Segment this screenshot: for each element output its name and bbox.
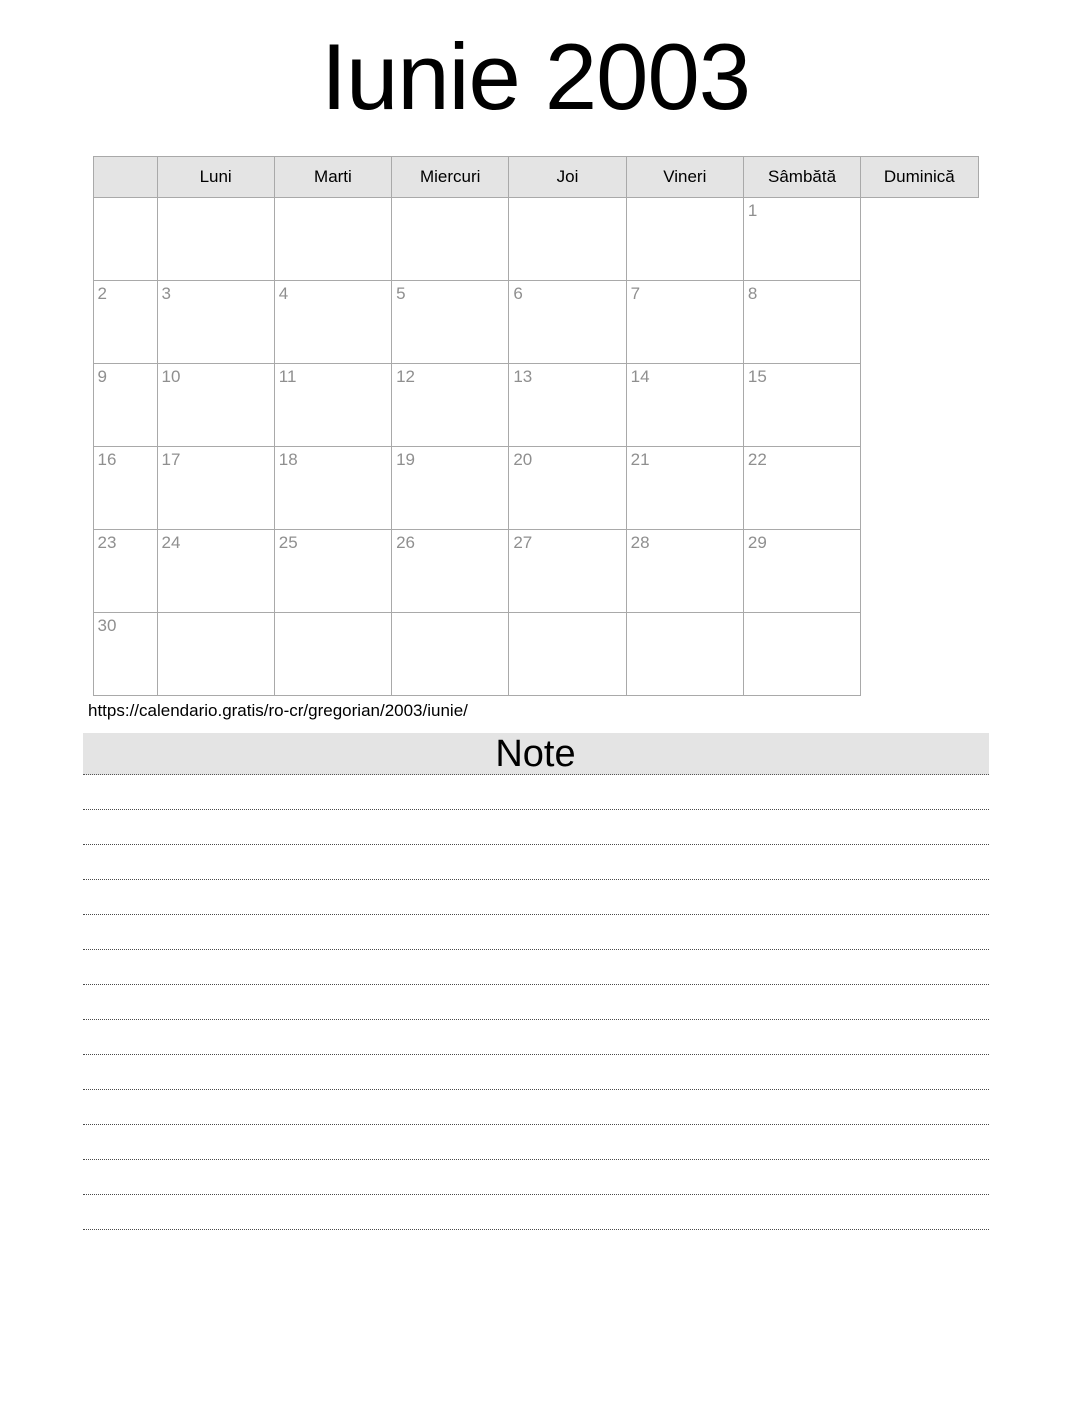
note-line bbox=[83, 1195, 989, 1230]
day-header-sunday: Duminică bbox=[861, 156, 978, 197]
day-cell: 26 bbox=[392, 529, 509, 612]
week-row bbox=[93, 529, 978, 612]
day-cell bbox=[509, 612, 626, 695]
day-cell: 27 bbox=[509, 529, 626, 612]
note-line bbox=[83, 1020, 989, 1055]
day-cell: 30 bbox=[93, 612, 157, 695]
day-cell: 25 bbox=[274, 529, 391, 612]
note-line bbox=[83, 810, 989, 845]
note-line bbox=[83, 880, 989, 915]
note-line bbox=[83, 1160, 989, 1195]
note-line bbox=[83, 950, 989, 985]
day-cell bbox=[274, 197, 391, 280]
day-cell: 17 bbox=[157, 446, 274, 529]
day-cell: 24 bbox=[157, 529, 274, 612]
day-cell: 6 bbox=[509, 280, 626, 363]
day-cell bbox=[93, 197, 157, 280]
day-cell: 18 bbox=[274, 446, 391, 529]
day-cell: 29 bbox=[743, 529, 860, 612]
calendar-header-row bbox=[93, 156, 978, 197]
day-cell: 21 bbox=[626, 446, 743, 529]
page-title: Iunie 2003 bbox=[320, 24, 751, 129]
day-cell: 22 bbox=[743, 446, 860, 529]
day-cell bbox=[157, 612, 274, 695]
note-line bbox=[83, 915, 989, 950]
day-cell: 28 bbox=[626, 529, 743, 612]
day-cell: 13 bbox=[509, 363, 626, 446]
note-line bbox=[83, 775, 989, 810]
week-row bbox=[93, 197, 978, 280]
day-cell bbox=[743, 612, 860, 695]
day-header-tuesday: Marti bbox=[274, 156, 391, 197]
week-row bbox=[93, 612, 978, 695]
day-cell bbox=[274, 612, 391, 695]
day-cell: 10 bbox=[157, 363, 274, 446]
day-cell bbox=[509, 197, 626, 280]
note-lines bbox=[83, 775, 989, 1230]
day-cell: 14 bbox=[626, 363, 743, 446]
day-cell: 4 bbox=[274, 280, 391, 363]
day-cell bbox=[626, 612, 743, 695]
note-line bbox=[83, 1055, 989, 1090]
day-header-thursday: Joi bbox=[509, 156, 626, 197]
day-cell: 5 bbox=[392, 280, 509, 363]
day-header-friday: Vineri bbox=[626, 156, 743, 197]
day-header-monday: Luni bbox=[157, 156, 274, 197]
day-cell: 23 bbox=[93, 529, 157, 612]
day-cell: 7 bbox=[626, 280, 743, 363]
notes-header-bar bbox=[83, 733, 989, 775]
day-cell: 12 bbox=[392, 363, 509, 446]
day-cell bbox=[392, 197, 509, 280]
calendar-table bbox=[93, 156, 979, 696]
week-row bbox=[93, 363, 978, 446]
day-cell: 20 bbox=[509, 446, 626, 529]
note-line bbox=[83, 985, 989, 1020]
note-line bbox=[83, 1090, 989, 1125]
day-cell: 8 bbox=[743, 280, 860, 363]
day-header-wednesday: Miercuri bbox=[392, 156, 509, 197]
day-cell bbox=[392, 612, 509, 695]
day-cell: 15 bbox=[743, 363, 860, 446]
day-cell bbox=[626, 197, 743, 280]
day-cell: 19 bbox=[392, 446, 509, 529]
day-cell: 16 bbox=[93, 446, 157, 529]
note-line bbox=[83, 1125, 989, 1160]
notes-title: Note bbox=[495, 732, 576, 775]
notes-section bbox=[83, 733, 989, 1230]
day-cell: 11 bbox=[274, 363, 391, 446]
week-row bbox=[93, 446, 978, 529]
week-number-column bbox=[93, 156, 157, 197]
note-line bbox=[83, 845, 989, 880]
day-cell: 2 bbox=[93, 280, 157, 363]
day-cell bbox=[157, 197, 274, 280]
day-cell: 3 bbox=[157, 280, 274, 363]
week-row bbox=[93, 280, 978, 363]
day-header-saturday: Sâmbătă bbox=[743, 156, 860, 197]
source-url: https://calendario.gratis/ro-cr/gregorian/2003/iunie/ bbox=[88, 700, 468, 720]
day-cell: 9 bbox=[93, 363, 157, 446]
day-cell: 1 bbox=[743, 197, 860, 280]
